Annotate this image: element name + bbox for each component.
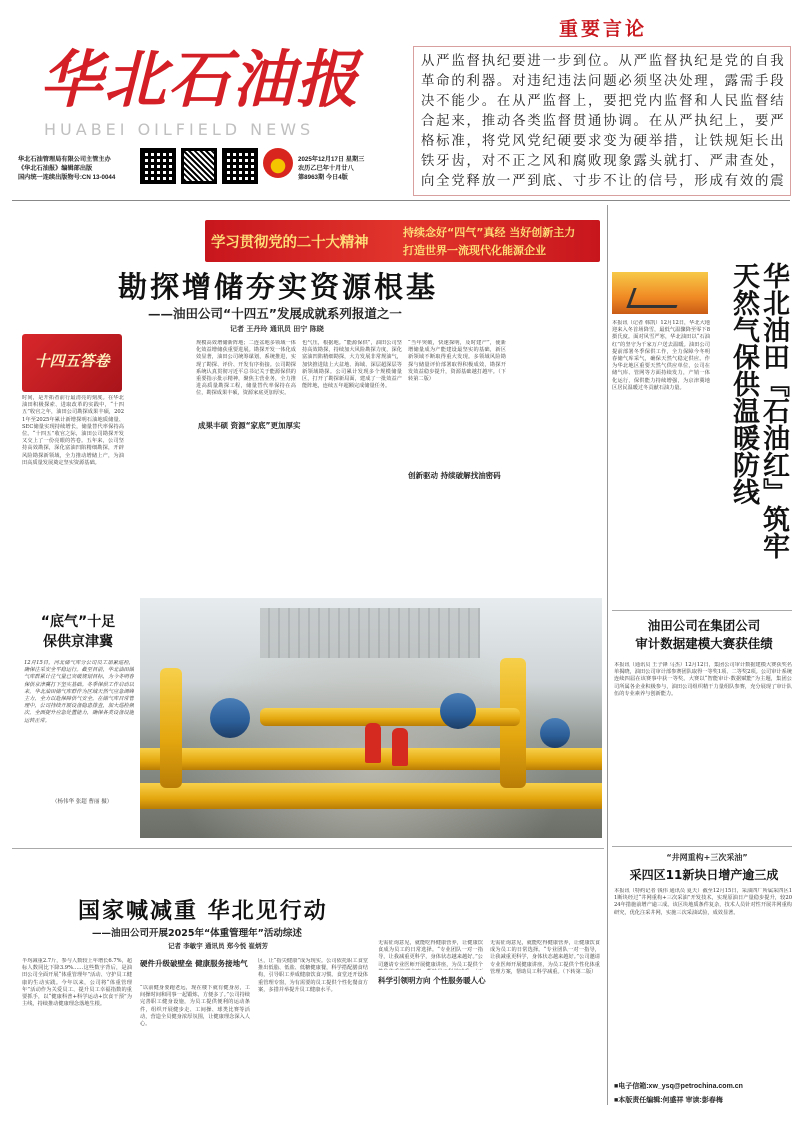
audit-headline-1: 油田公司在集团公司 (647, 618, 761, 633)
facility-background (260, 608, 480, 658)
lead-byline: 记者 王丹玲 通讯员 田宁 陈晓 (230, 324, 324, 333)
pipe-5 (260, 708, 520, 726)
issn-line: 国内统一连续出版物号:CN 13-0044 (18, 174, 116, 181)
left-story-headline (28, 612, 128, 652)
fourteenth-plan-label: 十四五答卷 (34, 352, 110, 370)
slogan-left: 学习贯彻党的二十大精神 (211, 235, 369, 251)
publisher-info (18, 155, 140, 182)
footer (614, 1080, 794, 1108)
pipe-3 (160, 668, 182, 788)
lead-col4: “当年突破，快速探明，及时建产”，使新增储量成为产能建设最坚实的基础，新区新领域不断取得重大发现。多领域风险勘探与储量评价部署取得积极成效，勘探开发效益稳步提升，资源基础越打越牢。（下转第二版） (408, 340, 506, 383)
fourteenth-plan-graphic (22, 334, 122, 392)
bottom-col5: 无需征询意见，就能吃得健康营养，让健康饮食成为员工的日常选择。“专业团队一对一指导，让我减重更科学，身体状态越来越好。”公司邀请专业医师开展健康讲座，为员工提供个性化体重管理方案，帮助员工科学减重。（下转第二版） (490, 940, 600, 975)
bottom-col3: 区，让“指尖健康”成为现实。公司依托职工食堂推出低脂、低盐、低糖健康餐，科学搭配膳食结构，引导职工养成健康饮食习惯。食堂还开设体重管理专窗，为有需要的员工提供个性化餐食方案，多措并举提升员工健康水平。 (258, 958, 368, 993)
lead-headline: 勘探增储夯实资源根基 (118, 270, 439, 304)
date-line2: 农历乙巳年十月廿八 (298, 165, 354, 172)
valve-1 (210, 698, 250, 738)
left-headline-1: “底气”十足 (40, 614, 116, 630)
masthead-subtitle-en: HUABEI OILFIELD NEWS (44, 120, 315, 139)
lead-col2: 规模高效增储新阵地；二连盆地多领域一体化效益增储获重要进展。勘探开发一体化成效显著，油田公司统筹谋划，系统推进，实现了勘探、评价、开发有序衔接。公司勘探系统认真贯彻习近平总书记关于能源保供的重要指示批示精神，聚焦主营业务，全力推进高质量勘探工程，储量替代率保持在高位，勘探成果丰硕，资源家底更加厚实。 (196, 340, 296, 397)
editorial-heading: 重要言论 (558, 18, 647, 40)
well-story-kicker: “井网重构+三次采油” (666, 853, 748, 862)
issue-line: 第8963期 今日4版 (298, 174, 348, 181)
editorial-body: 从严监督执纪要进一步到位。从严监督执纪是党的自我革命的利器。对违纪违法问题必须坚决处理，露需手段决不能少。在从严监督上，要把党内监督和人民监督结合起来，推动各类监督贯通协调。在从严执纪上，要严格标准，将党风党纪硬要求变为硬举措，让铁规矩长出铁牙齿，对不正之风和腐败现象露头就打、严肃查处，向全党释放一严到底、寸步不让的信号，形成有效的震 (421, 54, 785, 189)
divider-right-1 (612, 610, 792, 611)
bottom-col4: 无需征询意见，就能吃得健康营养，让健康饮食成为员工的日常选择。“专业团队一对一指导，让我减重更科学，身体状态越来越好。”公司邀请专业医师开展健康讲座，为员工提供个 (378, 940, 483, 968)
worker-2 (392, 728, 408, 766)
lead-col3: 也气压，根据地。“能源保供”，油田公司坚持高效勘探，持续加大风险勘探力度，深化富油凹陷精细勘探，大力发展非常规油气，加快推进陆上大盆地、海域、深层超深层等新领域勘探。公司累计发现多个规模储量区，打开了勘探新局面，建成了一批效益产能阵地，连续五年超额完成储量任务。 (302, 340, 402, 390)
publisher-line1: 华北石油管理局有限公司主管主办 (18, 156, 111, 163)
masthead-divider (12, 200, 790, 201)
footer-editors: ■本版责任编辑:何盛祥 审读:彭春梅 (614, 1097, 723, 1104)
bottom-section2-heading: 科学引领明方向 个性服务暖人心 (378, 976, 486, 985)
slogan-right-top: 持续念好“四气”真经 当好创新主力 (403, 226, 576, 239)
well-story-body: 本报讯（特约记者 钱伟 通讯员 夏天）截至12月15日，采油四厂所属采四区11断块经过“井网重构+三次采油”开发技术，实现原油日产量稳步提升，较2024年措施前增产逾三成。该区块地质条件复杂，技术人员针对性开展井网重构研究，优化注采井网，实施三次采油试验，成效显著。 (614, 888, 792, 916)
bottom-col2: “以前健身要跑老远，现在楼下就有健身房，工间操时间和同事一起锻炼，方便多了。”公司持续完善职工健身设施，为员工提供便利的运动条件，组织开展健步走、工间操、球类比赛等活动，营造全员健身浓厚氛围，让健康理念深入人心。 (140, 985, 250, 1028)
pipe-2 (140, 783, 602, 809)
slogan-banner (205, 220, 600, 262)
qr-code-3[interactable] (222, 148, 258, 184)
slogan-right-bottom: 打造世界一流现代化能源企业 (403, 244, 546, 257)
right-story-headline (718, 262, 788, 572)
audit-story-body: 本报讯（通讯员 王子锋 马杰）12月12日，集团公司审计数据建模大赛获奖名单揭晓，油田公司审计部参赛团队取得一等奖1项、二等奖2项。公司审计系统连续四届在该赛事中获一等奖。大赛以“智能审计·数据赋能”为主题，集团公司所属各企业积极参与，油田公司组织精干力量组队参赛，充分展现了审计队伍的专业素养与创新能力。 (614, 662, 792, 697)
bottom-headline: 国家喊减重 华北见行动 (78, 899, 328, 924)
masthead (0, 0, 800, 200)
left-headline-2: 保供京津冀 (43, 634, 113, 650)
petrochina-logo (263, 148, 293, 178)
footer-email[interactable]: ■电子信箱:xw_ysq@petrochina.com.cn (614, 1083, 743, 1090)
divider-bottom (12, 848, 604, 849)
editorial-box (413, 10, 791, 196)
left-story-credit: （杨伟华 张超 曹丽 摄） (52, 799, 113, 805)
right-story-photo (612, 272, 708, 314)
lead-col1: 时间，是开拓者前行最清亮的刻度。在华北油田积极探索、进取改革的实践中，“十四五”收官之年，油田公司勘探成果丰硕，2021年至2025年累计新增探明石油地质储量、SEC储量实现持续增长，储量替代率保持高位。“十四五”收官之际，油田公司勘探开发又交上了一份亮眼的答卷。五年来，公司坚持高效勘探，深化富油凹陷精细勘探，开辟风险勘探新领域，全力推动增储上产，为油田高质量发展奠定坚实资源基础。 (22, 395, 124, 466)
lead-section2-heading: 创新驱动 持续破解找油密码 (408, 471, 501, 480)
bottom-deck: ——油田公司开展2025年“体重管理年”活动综述 (92, 928, 302, 939)
right-headline-1: 华北油田 (758, 262, 789, 370)
audit-headline-2: 审计数据建模大赛获佳绩 (635, 636, 773, 651)
pumpjack-silhouette (626, 288, 683, 308)
right-headline-3: 天然气保供温暖防线 (728, 262, 759, 505)
lead-deck: ——油田公司“十四五”发展成就系列报道之一 (148, 306, 402, 321)
date-line1: 2025年12月17日 星期三 (298, 156, 365, 163)
bottom-byline: 记者 李敏宇 通讯员 郑今悦 崔炳芳 (168, 942, 269, 950)
qr-code-2[interactable] (181, 148, 217, 184)
qr-code-1[interactable] (140, 148, 176, 184)
worker-1 (365, 723, 381, 763)
valve-3 (540, 718, 570, 748)
valve-2 (440, 693, 476, 729)
date-info (298, 155, 408, 182)
bottom-col1: 半均减重2.7斤，参与人数较上年增长6.7%，超标人数同比下降3.9%……这些数字背后，是油田公司全面开展“体重管理年”活动、守护员工健康的生动实践。今年以来，公司将“体重管理年”活动作为关爱员工、提升员工幸福指数的重要抓手，以“健康科普+科学运动+饮食干预”为主线，持续推动健康理念落地生根。 (22, 958, 132, 1008)
audit-story-headline (615, 617, 793, 653)
bottom-section1-heading: 硬件升级破壁垒 健康服务接地气 (140, 959, 248, 968)
well-story-headline: 采四区11新块日增产逾三成 (629, 868, 779, 882)
masthead-title: 华北石油报 (40, 43, 361, 116)
left-story-body: 12月15日，河北储气库分公司员工加紧巡检，确保注采安全平稳运行。截至目前，华北油田储气库群累计注气量已突破规划目标，为今冬明春保供京津冀打下坚实基础。冬季保供工作启动以来，华北油田储气库群作为区域天然气应急调峰主力，全力以赴保障供气安全。在储气库日常管理中，公司持续开展设备隐患排查，加大巡检频次，全面提升应急处置能力，确保各类设备设施运转正常。 (24, 660, 134, 724)
publisher-line2: 《华北石油报》编辑部出版 (18, 165, 93, 172)
right-headline-2: 『石油红』筑牢 (758, 370, 789, 559)
right-story-body: 本报讯（记者 韩凯）12月12日，华北大地迎来入冬首场降雪，最低气温骤降至零下8摄氏度。面对风雪严寒，华北油田以“石油红”的坚守为千家万户送去温暖。油田公司提前部署冬季保供工作，全力保障今冬明春储气库采气，确保天然气稳定供应。作为华北地区重要天然气供应单位，公司在储气库、管网等方面持续发力，产销一体化运行，保供能力持续增强，为京津冀地区居民温暖过冬贡献石油力量。 (612, 320, 710, 391)
lead-section1-heading: 成果丰硕 资源“家底”更加厚实 (198, 421, 301, 430)
main-photo (140, 598, 602, 838)
divider-right-2 (612, 846, 792, 847)
divider-right-column (607, 205, 608, 1105)
